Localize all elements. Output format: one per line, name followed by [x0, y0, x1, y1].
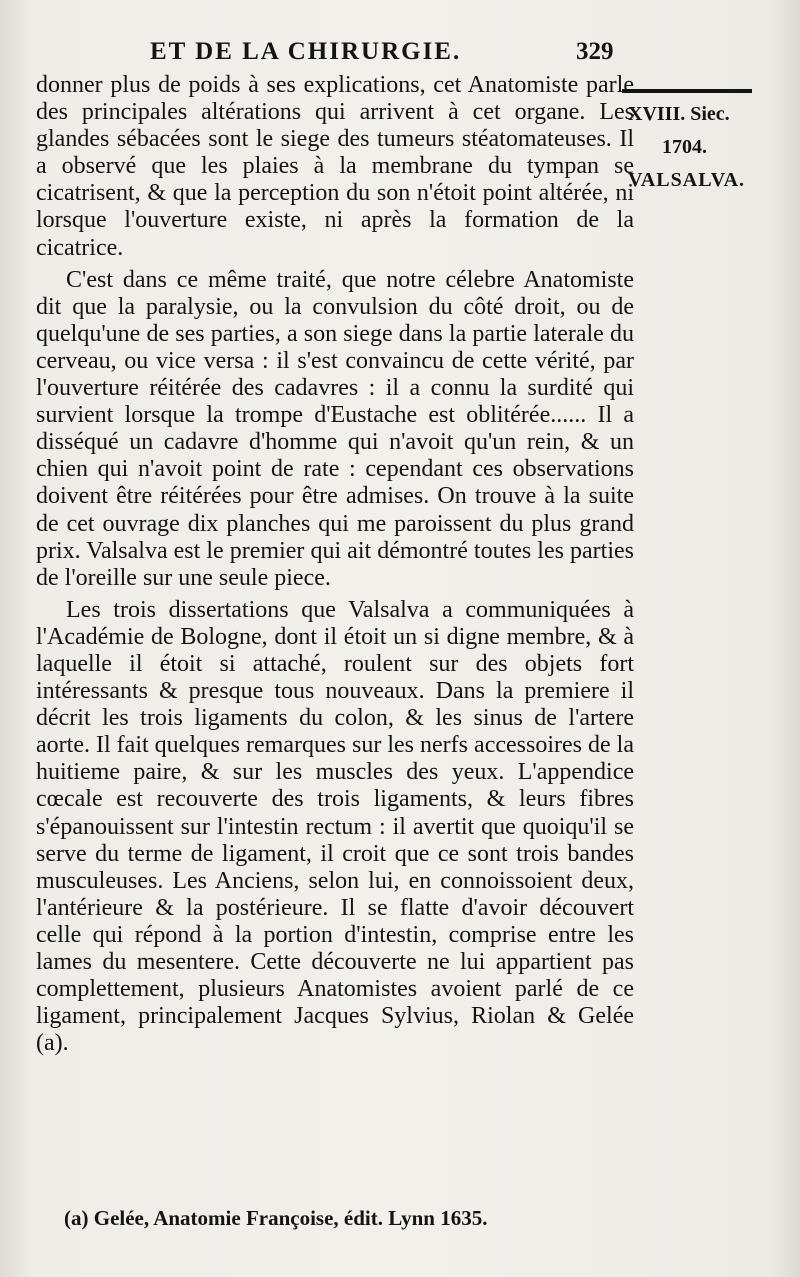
margin-note-name: VALSALVA.	[628, 169, 746, 191]
page-number: 329	[576, 38, 614, 65]
paragraph-1: donner plus de poids à ses explications, cet Anatomiste parle des principales altérations qui arrivent à cet organe. Les glandes sébacées sont le siege des tumeurs stéatomateuses. Il a observé que les plaies à la membrane du tympan se cicatrisent, & que la perception du son n'étoit point altérée, ni lorsque l'ouverture existe, ni après la formation de la cicatrice.	[36, 72, 634, 261]
paragraph-2: C'est dans ce même traité, que notre célebre Anatomiste dit que la paralysie, ou la convulsion du côté droit, ou de quelqu'une de ses parties, a son siege dans la partie laterale du cerveau, ou vice versa : il s'est convaincu de cette vérité, par l'ouverture réitérée des cadavres : il a connu la surdité qui survient lorsque la trompe d'Eustache est oblitérée...... Il a disséqué un cadavre d'homme qui n'avoit qu'un rein, & un chien qui n'avoit point de rate : cependant ces observations doivent être réitérées pour être admises. On trouve à la suite de cet ouvrage dix planches qui me paroissent du plus grand prix. Valsalva est le premier qui ait démontré toutes les parties de l'oreille sur une seule piece.	[36, 266, 634, 591]
main-text	[36, 72, 634, 1062]
margin-rule	[622, 89, 752, 93]
margin-note-year: 1704.	[662, 136, 707, 158]
margin-note-century: XVIII. Siec.	[628, 103, 730, 125]
page-header	[0, 34, 800, 74]
running-head: ET DE LA CHIRURGIE.	[150, 38, 462, 65]
paragraph-3: Les trois dissertations que Valsalva a communiquées à l'Académie de Bologne, dont il étoit un si digne membre, & à laquelle il étoit si attaché, roulent sur des objets fort intéressants & presque tous nouveaux. Dans la premiere il décrit les trois ligaments du colon, & les sinus de l'artere aorte. Il fait quelques remarques sur les nerfs accessoires de la huitieme paire, & sur les muscles des yeux. L'appendice cœcale est recouverte des trois ligaments, & leurs fibres s'épanouissent sur l'intestin rectum : il avertit que quoiqu'il se serve du terme de ligament, il croit que ce sont trois bandes musculeuses. Les Anciens, selon lui, en connoissoient deux, l'antérieure & la postérieure. Il se flatte d'avoir découvert celle qui répond à la portion d'intestin, comprise entre les lames du mesentere. Cette découverte ne lui appartient pas complettement, plusieurs Anatomistes avoient parlé de ce ligament, principalement Jacques Sylvius, Riolan & Gelée (a).	[36, 596, 634, 1057]
footnote: (a) Gelée, Anatomie Françoise, édit. Lynn 1635.	[64, 1206, 488, 1230]
